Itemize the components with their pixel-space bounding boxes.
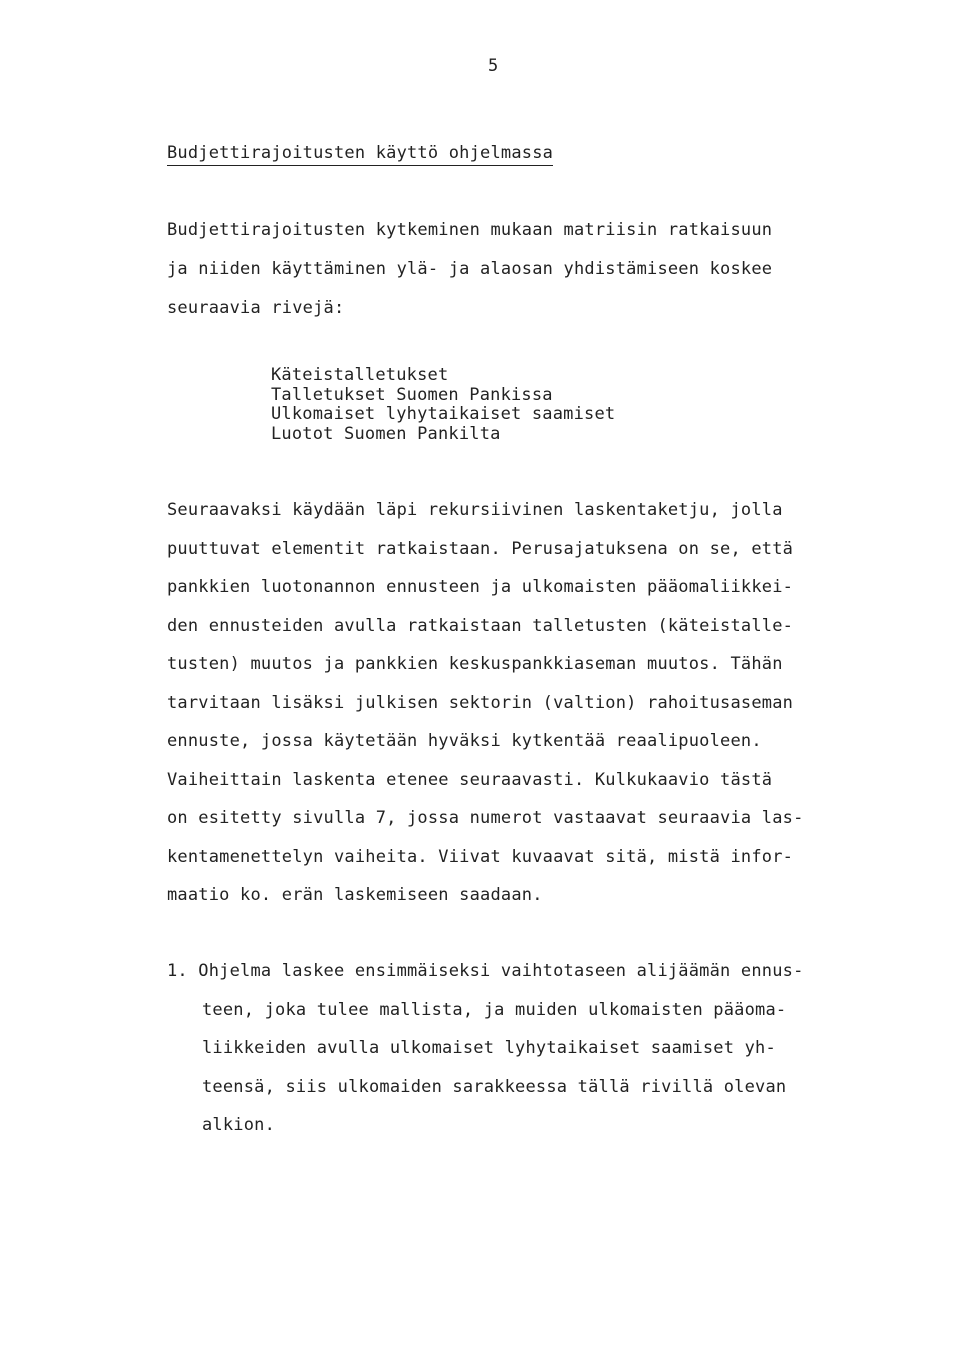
- body-line: den ennusteiden avulla ratkaistaan talletusten (käteistalle-: [167, 616, 794, 636]
- body-line: tarvitaan lisäksi julkisen sektorin (valtion) rahoitusaseman: [167, 693, 794, 713]
- body-line: Seuraavaksi käydään läpi rekursiivinen laskentaketju, jolla: [167, 500, 783, 520]
- body-line: Vaiheittain laskenta etenee seuraavasti. Kulkukaavio tästä: [167, 770, 773, 790]
- body-line: kentamenettelyn vaiheita. Viivat kuvaavat sitä, mistä infor-: [167, 847, 794, 867]
- step-line: 1. Ohjelma laskee ensimmäiseksi vaihtotaseen alijäämän ennus-: [167, 961, 804, 981]
- intro-line: seuraavia rivejä:: [167, 298, 345, 318]
- body-line: ennuste, jossa käytetään hyväksi kytkentää reaalipuoleen.: [167, 731, 762, 751]
- step-line: teensä, siis ulkomaiden sarakkeessa tällä rivillä olevan: [202, 1077, 787, 1097]
- body-line: puuttuvat elementit ratkaistaan. Perusajatuksena on se, että: [167, 539, 794, 559]
- step-line: teen, joka tulee mallista, ja muiden ulkomaisten pääoma-: [202, 1000, 787, 1020]
- body-line: on esitetty sivulla 7, jossa numerot vastaavat seuraavia las-: [167, 808, 804, 828]
- row-item: Käteistalletukset: [271, 365, 449, 385]
- step-line: alkion.: [202, 1115, 276, 1135]
- body-line: maatio ko. erän laskemiseen saadaan.: [167, 885, 543, 905]
- intro-line: Budjettirajoitusten kytkeminen mukaan matriisin ratkaisuun: [167, 220, 773, 240]
- step-line: liikkeiden avulla ulkomaiset lyhytaikaiset saamiset yh-: [202, 1038, 776, 1058]
- row-item: Talletukset Suomen Pankissa: [271, 385, 553, 405]
- section-heading: Budjettirajoitusten käyttö ohjelmassa: [167, 143, 553, 166]
- page-number: 5: [488, 56, 499, 76]
- intro-line: ja niiden käyttäminen ylä- ja alaosan yhdistämiseen koskee: [167, 259, 773, 279]
- body-line: pankkien luotonannon ennusteen ja ulkomaisten pääomaliikkei-: [167, 577, 794, 597]
- row-item: Luotot Suomen Pankilta: [271, 424, 501, 444]
- row-item: Ulkomaiset lyhytaikaiset saamiset: [271, 404, 616, 424]
- body-line: tusten) muutos ja pankkien keskuspankkiaseman muutos. Tähän: [167, 654, 783, 674]
